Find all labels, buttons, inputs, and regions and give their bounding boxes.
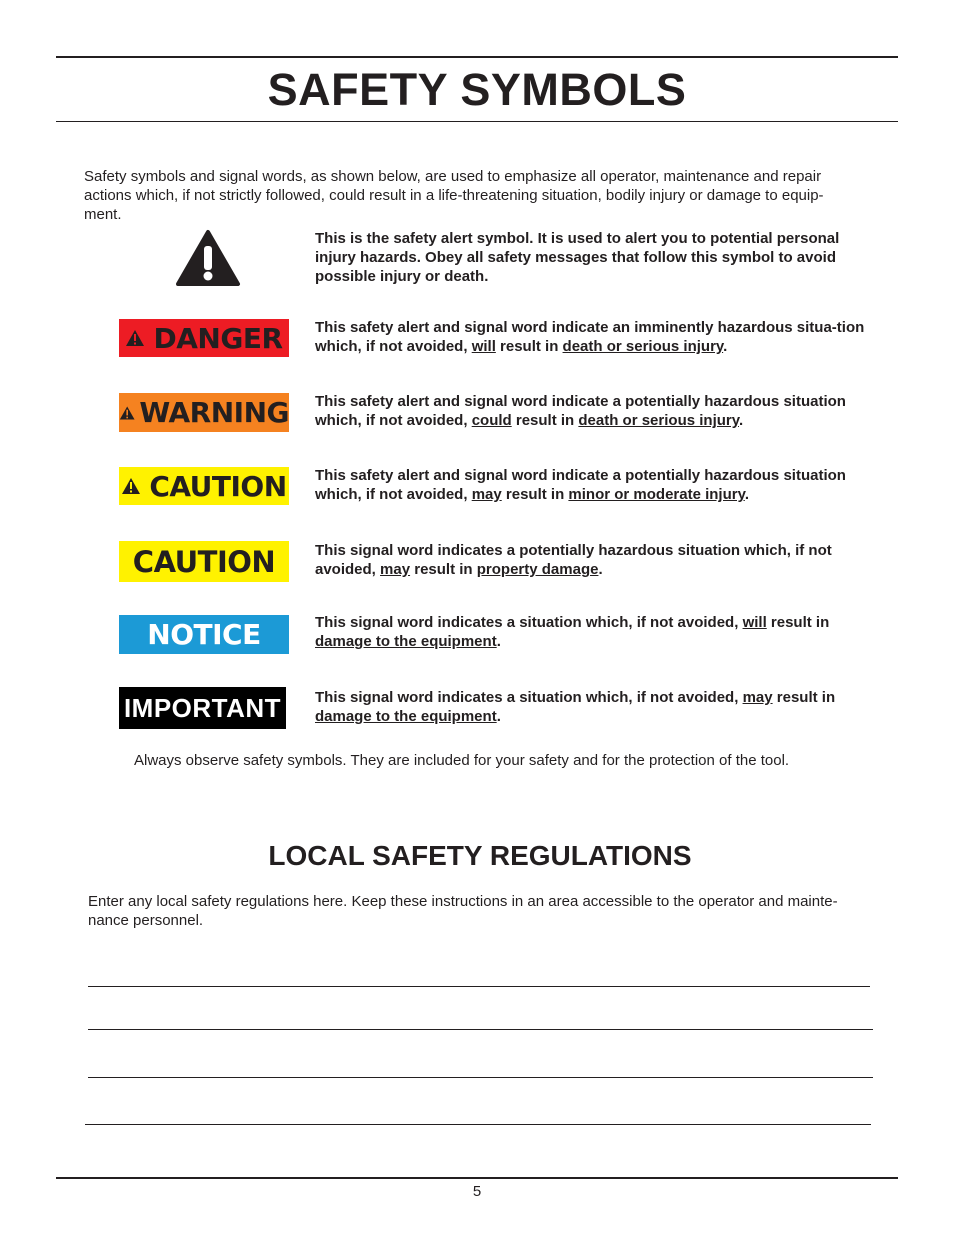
alert-symbol-description: This is the safety alert symbol. It is used to alert you to potential personal injury hazards. Obey all safety messages that follow this symbol to avoid possible injury or death. [315,230,840,285]
important-sign [119,687,286,729]
notice-description: This signal word indicates a situation which, if not avoided, will result in damage to the equipment. [315,614,830,650]
sign-label: NOTICE [147,618,261,651]
notice-sign [119,615,289,654]
top-rule [56,56,898,58]
danger-sign [119,319,289,357]
sign-label: DANGER [153,321,283,355]
local-regulations-heading: LOCAL SAFETY REGULATIONS [268,840,692,871]
warning-sign [119,393,289,432]
danger-description: This safety alert and signal word indicate an imminently hazardous situa-tion which, if not avoided, will result in death or serious injury. [315,319,865,355]
observe-note: Always observe safety symbols. They are included for your safety and for the protection of the tool. [134,752,790,769]
alert-triangle-icon [125,329,145,347]
important-description: This signal word indicates a situation which, if not avoided, may result in damage to the equipment. [315,689,836,725]
title-underline [56,121,898,122]
sign-label: WARNING [139,396,289,429]
intro-paragraph: Safety symbols and signal words, as shown below, are used to emphasize all operator, maintenance and repair actions which, if not strictly followed, could result in a life-threatening situation, bodily injury or damage to equip-ment. [84,168,824,223]
caution-alert-sign [119,467,289,505]
entry-line[interactable] [85,1124,871,1125]
caution-sign [119,541,289,582]
page-number: 5 [472,1183,482,1200]
warning-description: This safety alert and signal word indicate a potentially hazardous situation which, if not avoided, could result in death or serious injury. [315,393,846,429]
sign-label: CAUTION [149,469,287,503]
local-regulations-text: Enter any local safety regulations here. Keep these instructions in an area accessible to the operator and mainte-nance personnel. [88,893,838,929]
sign-label: IMPORTANT [123,692,282,723]
page-title: SAFETY SYMBOLS [267,64,687,115]
entry-line[interactable] [88,1077,873,1078]
entry-line[interactable] [88,986,870,987]
footer-rule [56,1177,898,1179]
entry-line[interactable] [88,1029,873,1030]
caution-alert-description: This safety alert and signal word indicate a potentially hazardous situation which, if not avoided, may result in minor or moderate injury. [315,467,846,503]
alert-triangle-icon [121,477,141,495]
safety-alert-triangle-icon [175,229,241,287]
caution-description: This signal word indicates a potentially hazardous situation which, if not avoided, may result in property damage. [315,542,832,578]
alert-triangle-icon [119,404,135,422]
sign-label: CAUTION [132,544,276,579]
